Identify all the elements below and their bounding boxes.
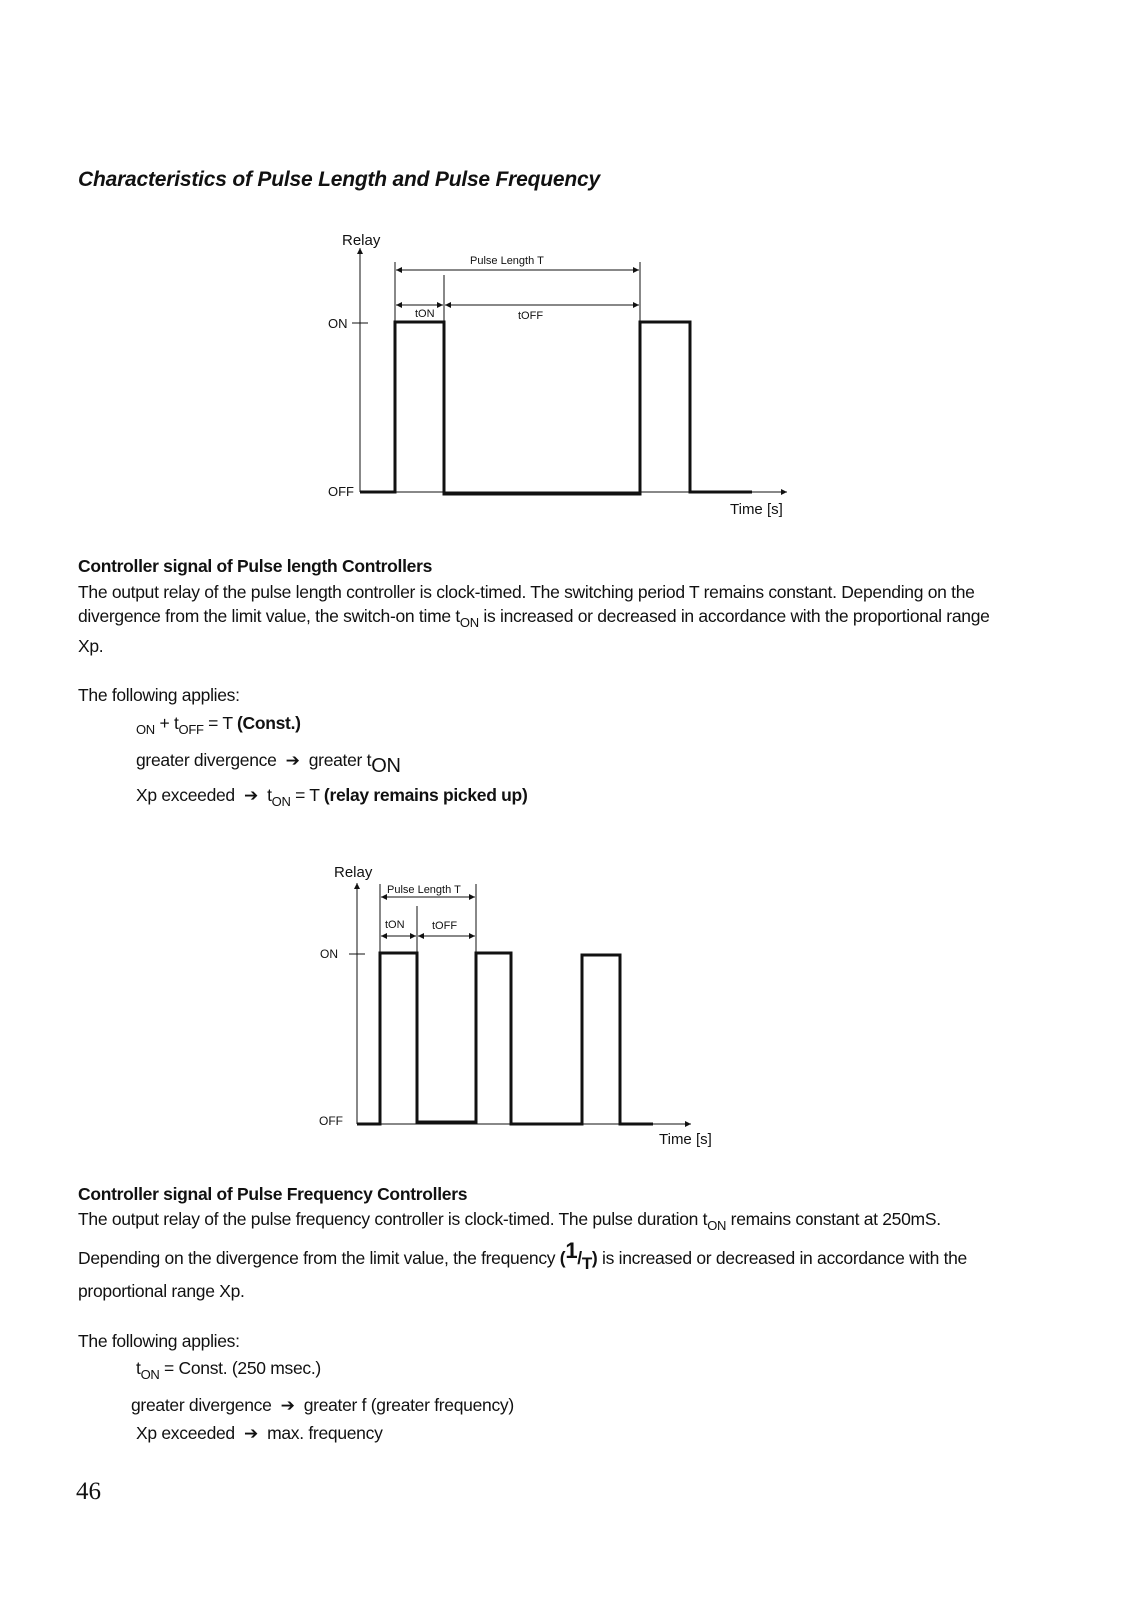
fraction-numerator: 1 [565,1238,578,1263]
section2-para-b [78,1238,1078,1273]
s2-rule3-text-b: max. frequency [267,1423,383,1443]
page-title: Characteristics of Pulse Length and Pulse Frequency [78,168,600,191]
fraction-open: ( [559,1248,566,1268]
diagram1-y-label: Relay [342,232,381,249]
section1-para-b-sub: ON [459,615,479,630]
diagram1-period-label: Pulse Length T [470,255,544,267]
section2-para-b1: Depending on the divergence from the limit value, the frequency [78,1248,560,1268]
diagram1-on-label: ON [328,316,348,331]
diagram2-y-label: Relay [334,864,373,881]
section1-rule-1 [136,713,301,737]
section1-para-c: Xp. [78,636,104,656]
diagram2-x-label: Time [s] [659,1131,712,1148]
diagram2-period-label: Pulse Length T [387,884,461,896]
section1-heading: Controller signal of Pulse length Controllers [78,556,433,576]
s2-rule2-text-b: greater f (greater frequency) [303,1395,514,1415]
section2-applies: The following applies: [78,1331,240,1351]
rule1-mid: + t [154,713,179,733]
right-arrow-icon: ➔ [280,1396,295,1416]
fraction-slash: / [577,1248,582,1268]
rule2-text-b: greater t [308,750,372,770]
rule1-sub-on: ON [136,722,155,737]
s2-rule2-text-a: greater divergence [131,1395,272,1415]
fraction-denominator: T [581,1254,592,1273]
section2-rule-3 [136,1423,383,1444]
rule1-sub-off: OFF [178,722,204,737]
diagram1-toff-label: tOFF [518,310,544,322]
diagram1-off-label: OFF [328,484,354,499]
s2-rule1-rest: = Const. (250 msec.) [159,1358,321,1378]
right-arrow-icon: ➔ [244,786,258,806]
s2-rule3-text-a: Xp exceeded [136,1423,235,1443]
diagram2-toff-label: tOFF [432,920,458,932]
rule1-const: (Const.) [236,713,301,733]
diagram2-ton-label: tON [385,919,405,931]
rule1-eq: = T [203,713,237,733]
page-number: 46 [76,1478,101,1505]
s2-rule1-t: t [136,1358,141,1378]
section1-para-b2: is increased or decreased in accordance with the proportional range [478,606,990,626]
diagram2-off-label: OFF [319,1114,343,1128]
fraction-close: ) [591,1248,598,1268]
section1-rule-3 [136,785,528,809]
rule3-t: t [267,785,272,805]
right-arrow-icon: ➔ [285,751,300,771]
rule3-bold: (relay remains picked up) [323,785,528,805]
section2-para-b2: is increased or decreased in accordance with the [597,1248,967,1268]
diagram1-ton-label: tON [415,308,435,320]
section2-para-a2: remains constant at 250mS. [726,1209,941,1229]
section2-heading: Controller signal of Pulse Frequency Controllers [78,1184,468,1204]
right-arrow-icon: ➔ [244,1424,258,1444]
diagram1-x-label: Time [s] [730,501,783,518]
section2-para-a1: The output relay of the pulse frequency controller is clock-timed. The pulse duration t [78,1209,708,1229]
rule2-sub-on: ON [371,755,401,777]
rule3-text-a: Xp exceeded [136,785,235,805]
rule3-eq: = T [290,785,324,805]
section2-para-a [78,1207,1078,1231]
rule3-sub-on: ON [271,794,291,809]
rule2-text-a: greater divergence [136,750,277,770]
diagram2-on-label: ON [320,947,338,961]
section2-para-a-sub: ON [707,1218,727,1233]
section2-rule-2 [131,1395,514,1416]
diagram2-signal [357,953,653,1124]
section1-applies: The following applies: [78,685,240,705]
section1-para-a: The output relay of the pulse length controller is clock-timed. The switching period T remains constant. Depending on the [78,582,975,602]
section1-para-b [78,604,1078,628]
section1-rule-2 [136,749,401,777]
section1-para-b1: divergence from the limit value, the switch-on time t [78,606,460,626]
section2-para-c: proportional range Xp. [78,1281,245,1301]
s2-rule1-sub: ON [140,1367,160,1382]
section2-rule-1 [136,1358,321,1382]
